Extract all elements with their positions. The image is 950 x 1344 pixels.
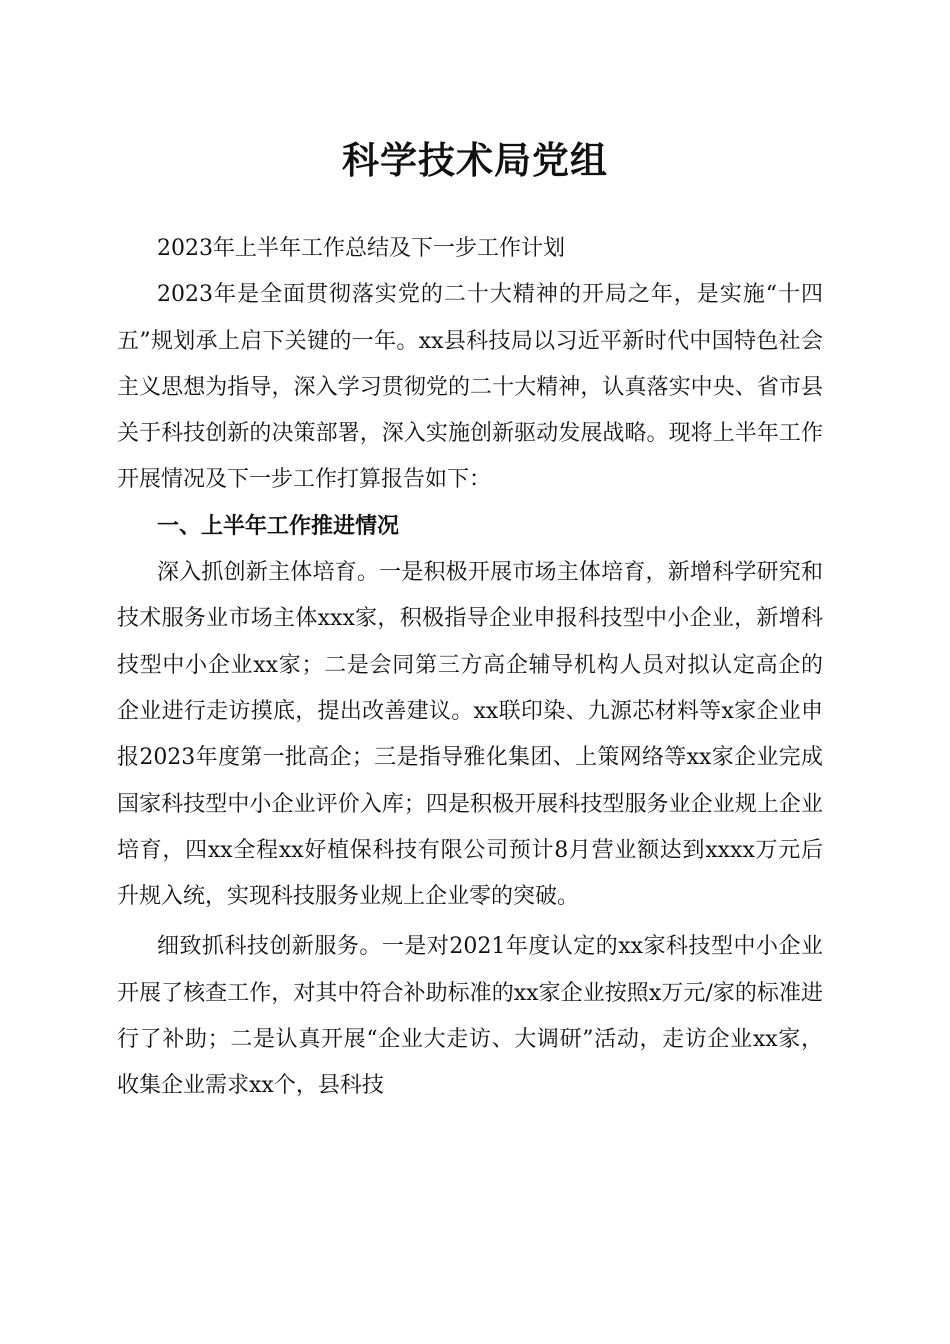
document-subtitle: 2023年上半年工作总结及下一步工作计划 <box>157 236 565 261</box>
body-paragraph: 深入抓创新主体培育。一是积极开展市场主体培育，新增科学研究和技术服务业市场主体xxx家，积极指导企业申报科技型中小企业，新增科技型中小企业xx家；二是会同第三方高企辅导机构人员对拟认定高企的企业进行走访摸底，提出改善建议。xx联印染、九源芯材料等x家企业申报2023年度第一批高企；三是指导雅化集团、上策网络等xx家企业完成国家科技型中小企业评价入库；四是积极开展科技型服务业企业规上企业培育，四xx全程xx好植保科技有限公司预计8月营业额达到xxxx万元后升规入统，实现科技服务业规上企业零的突破。 <box>117 560 823 910</box>
document-body <box>117 226 823 1110</box>
document-title: 科学技术局党组 <box>342 138 608 182</box>
intro-paragraph: 2023年是全面贯彻落实党的二十大精神的开局之年，是实施“十四五”规划承上启下关键的一年。xx县科技局以习近平新时代中国特色社会主义思想为指导，深入学习贯彻党的二十大精神，认真落实中央、省市县关于科技创新的决策部署，深入实施创新驱动发展战略。现将上半年工作开展情况及下一步工作打算报告如下： <box>117 282 823 493</box>
section-heading: 一、上半年工作推进情况 <box>157 513 400 539</box>
body-paragraph: 细致抓科技创新服务。一是对2021年度认定的xx家科技型中小企业开展了核查工作，对其中符合补助标准的xx家企业按照x万元/家的标准进行了补助；二是认真开展“企业大走访、大调研”活动，走访企业xx家，收集企业需求xx个，县科技 <box>117 934 823 1099</box>
